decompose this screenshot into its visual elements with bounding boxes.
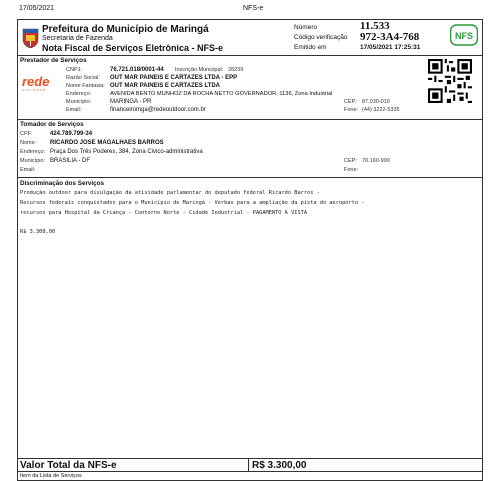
cpf-label: CPF: — [20, 131, 33, 137]
tomador-cep-value: 70.160-900 — [362, 158, 390, 164]
discriminacao-line-1: Produção outdoor para divulgação da atividade parlamentar do deputado federal Ricardo Barros - — [20, 190, 320, 196]
codigo-value: 972-3A4-768 — [360, 31, 420, 43]
cnpj-label: CNPJ: — [66, 67, 82, 73]
total-label: Valor Total da NFS-e — [20, 460, 117, 471]
nfse-document — [17, 19, 483, 481]
print-title: NFS-e — [243, 5, 264, 12]
email-value: financeiromga@redeoutdoor.com.br — [110, 107, 206, 113]
nome-value: RICARDO JOSE MAGALHAES BARROS — [50, 140, 164, 146]
nfse-logo-icon — [450, 24, 478, 46]
cnpj-value: 76.721.018/0001-44 — [110, 67, 164, 73]
discriminacao-valor: R$ 3.300,00 — [20, 229, 56, 235]
total-bottom-divider — [18, 471, 482, 472]
prestador-title: Prestador de Serviços — [20, 57, 87, 64]
emitido-value: 17/05/2021 17:25:31 — [360, 44, 421, 51]
nome-label: Nome: — [20, 140, 37, 146]
prestador-divider — [18, 119, 482, 120]
im-value: 28239 — [228, 67, 244, 73]
tomador-divider — [18, 177, 482, 178]
fantasia-label: Nome Fantasia: — [66, 83, 105, 89]
qr-code-icon — [428, 59, 472, 103]
municipality-name: Prefeitura do Município de Maringá — [42, 24, 209, 35]
razao-label: Razão Social: — [66, 75, 100, 81]
fone-value: (44) 3222-5335 — [362, 107, 400, 113]
total-separator — [248, 458, 249, 471]
email-label: Email: — [66, 107, 82, 113]
tomador-endereco-label: Endereço: — [20, 149, 46, 155]
endereco-label: Endereço: — [66, 91, 92, 97]
cpf-value: 424.789.799-34 — [50, 131, 93, 137]
total-top-divider — [18, 458, 482, 459]
tomador-email-label: Email: — [20, 167, 36, 173]
total-value: R$ 3.300,00 — [252, 460, 307, 471]
numero-label: Número — [294, 24, 318, 31]
discriminacao-line-2: Recursos federais conquistados para o Município de Maringá - Verbas para a ampliação da pista do aeroporto - — [20, 200, 365, 206]
prestador-logo — [22, 76, 56, 92]
razao-value: OUT MAR PAINEIS E CARTAZES LTDA - EPP — [110, 75, 238, 81]
tomador-municipio-label: Município: — [20, 158, 46, 164]
emitido-label: Emitido em — [294, 44, 327, 51]
nfse-logo-text: NFS — [455, 31, 473, 41]
discriminacao-line-3: recursos para Hospital da Criança - Contorno Norte - Cidade Industrial - PAGAMENTO A VISTA — [20, 210, 308, 216]
prestador-cep-label: CEP: — [344, 99, 357, 105]
endereco-value: AVENIDA BENTO MUNHOZ DA ROCHA NETTO GOVERNADOR, 1136, Zona Industrial — [110, 91, 333, 97]
item-lista-label: Item da Lista de Serviços — [20, 473, 82, 479]
discriminacao-title: Discriminação dos Serviços — [20, 180, 104, 187]
municipio-label: Município: — [66, 99, 92, 105]
im-label: Inscrição Municipal: — [175, 67, 224, 73]
print-date: 17/05/2021 — [19, 5, 55, 12]
tomador-title: Tomador de Serviços — [20, 121, 84, 128]
tomador-fone-label: Fone: — [344, 167, 359, 173]
codigo-label: Código verificação — [294, 34, 348, 41]
prestador-cep-value: 87.030-010 — [362, 99, 390, 105]
fantasia-value: OUT MAR PAINEIS E CARTAZES LTDA — [110, 83, 220, 89]
document-title: Nota Fiscal de Serviços Eletrônica - NFS-e — [42, 43, 224, 53]
municipio-value: MARINGA - PR — [110, 99, 152, 105]
header-divider — [18, 55, 482, 56]
prestador-logo-sub: OUT DOOR — [22, 88, 47, 92]
tomador-municipio-value: BRASILIA - DF — [50, 158, 91, 164]
fone-label: Fone: — [344, 107, 359, 113]
tomador-cep-label: CEP: — [344, 158, 357, 164]
tomador-endereco-value: Praça Dos Três Poderes, 384, Zona Civico-administrativa — [50, 149, 203, 155]
numero-value: 11.533 — [360, 20, 390, 32]
municipal-crest-icon — [22, 27, 39, 49]
department-name: Secretaria de Fazenda — [42, 35, 113, 42]
prestador-logo-text: rede — [22, 74, 50, 89]
